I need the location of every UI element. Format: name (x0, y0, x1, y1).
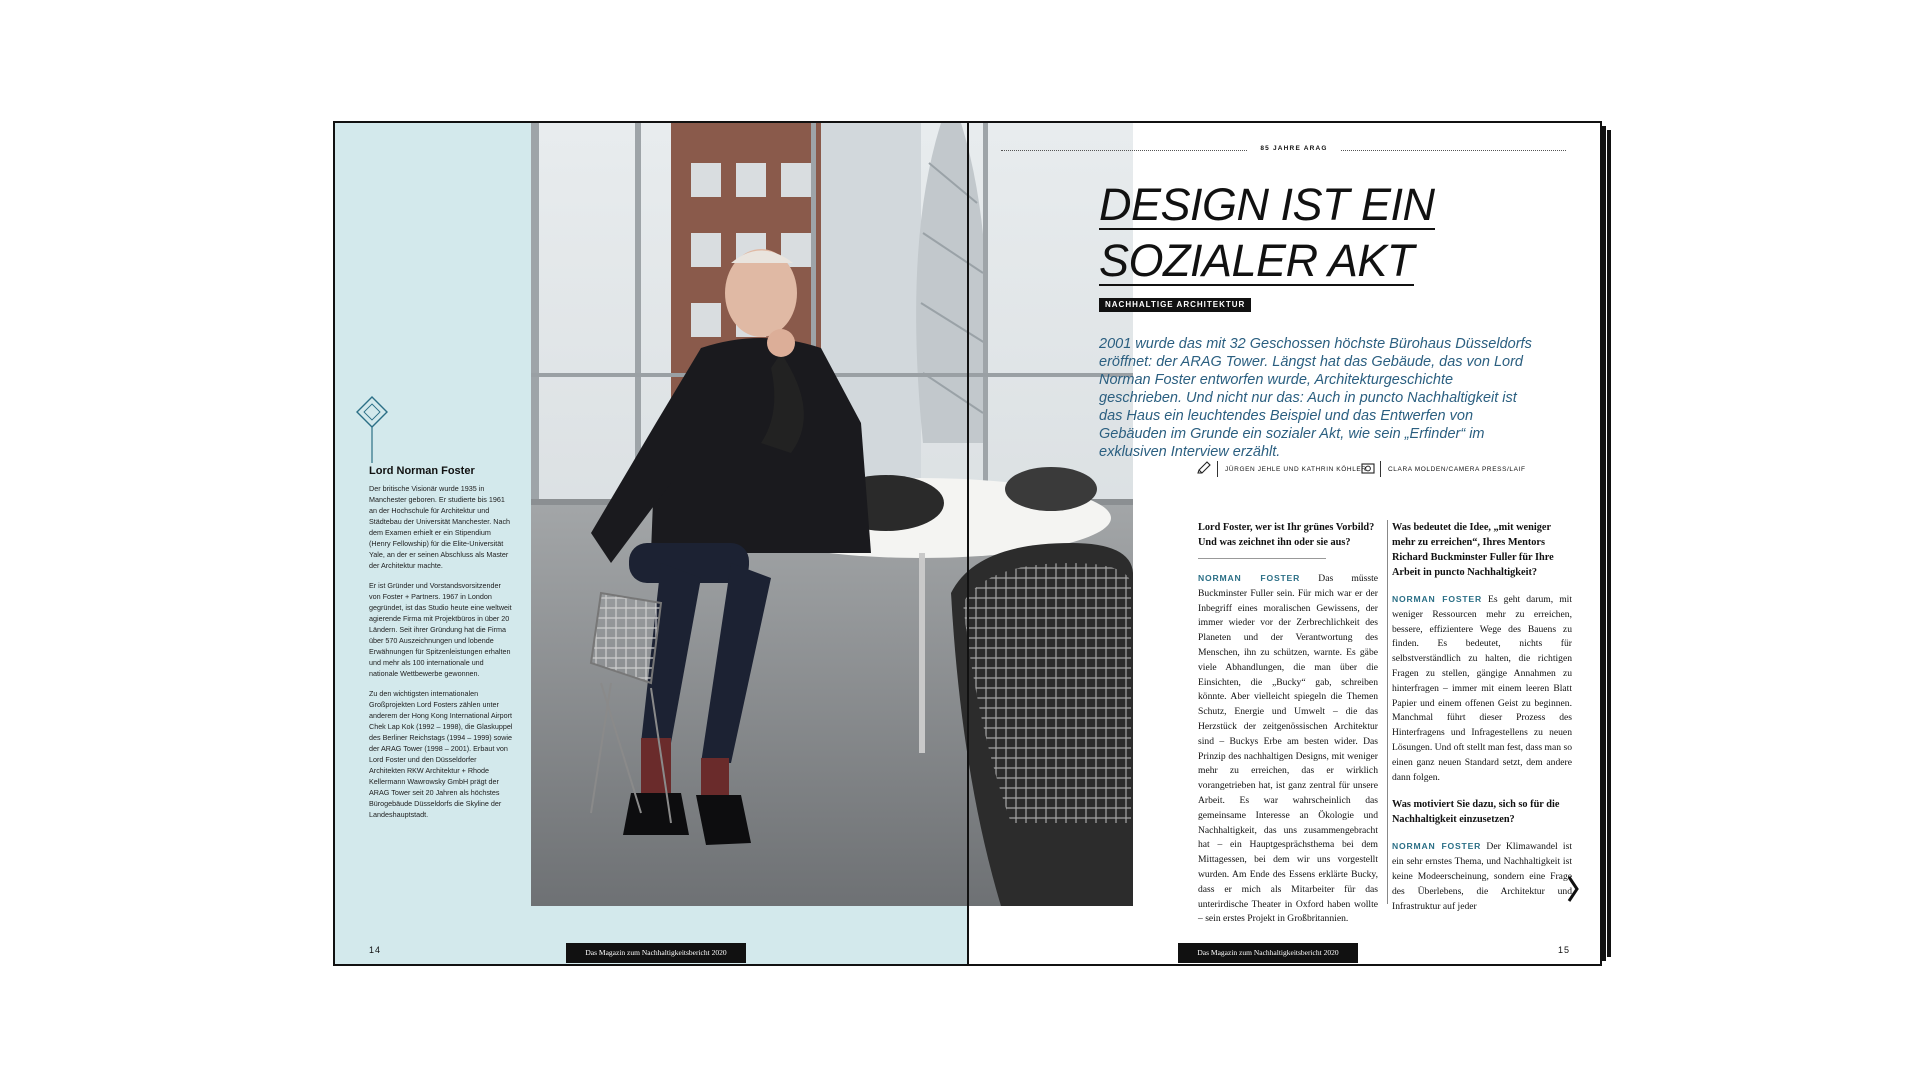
bio-name: Lord Norman Foster (369, 465, 475, 477)
question-1: Lord Foster, wer ist Ihr grünes Vorbild? Und was zeichnet ihn oder sie aus? (1198, 522, 1375, 548)
answer-1-text: Das müsste Buckminster Fuller sein. Für mich war er der Inbegriff eines moralischen Gewissens, der immer wieder vor der Zerbrechlichkeit des Planeten und der Verantwortung des Menschen, ihn zu schützen, warnte. Es gäbe viele Abhandlungen, die man über die Einsichten, die „Bucky“ gab, schreiben könnte. Aber vielleicht spiegeln die Themen Schutz, Energie und Umwelt – die das Herzstück der zeitgenössischen Architektur sind – Buckys Erbe am besten wider. Das Prinzip des nachhaltigen Designs, mit weniger mehr zu erreichen, das er wirklich vorangetrieben hat, ist ganz zentral für unsere Arbeit. Es war wahrscheinlich das gemeinsame Interesse an Ökologie und Nachhaltigkeit, das uns zusammengebracht hat – ein Hauptgesprächsthema bei dem Mittagessen, bei dem wir uns vorgestellt wurden. Am Ende des Essens erklärte Bucky, dass er mich als Mitarbeiter für das unterirdische Theater in Oxford haben wollte – sein erstes Projekt in Großbritannien. (1198, 573, 1379, 925)
answer-1 (1198, 571, 1378, 927)
page-edge-2 (1607, 130, 1611, 957)
headline (1099, 177, 1435, 289)
speaker-label: NORMAN FOSTER (1392, 594, 1482, 604)
answer-2-text: Es geht darum, mit weniger Ressourcen mehr zu erreichen, bessere, effizientere Wege des Bauens zu finden. Es bedeutet, nichts für selbstverständlich zu halten, die richtigen Fragen zu stellen, gängige Annahmen zu hinterfragen – immer mit einem leeren Blatt Papier und einem offenen Geist zu beginnen. Manchmal führt dieser Prozess des Hinterfragens und Infragestellens zu neuen Lösungen. Und oft stellt man fest, dass man so einen ganz neuen Standard setzt, dem andere dann folgen. (1392, 594, 1572, 783)
bio-sidebar (369, 465, 514, 829)
page-number-left: 14 (369, 945, 382, 955)
credit-separator (1217, 461, 1218, 477)
bio-paragraph-3: Zu den wichtigsten internationalen Großprojekten Lord Fosters zählen unter anderem der Hong Kong International Airport Chek Lap Kok (1992 – 1998), die Glaskuppel des Berliner Reichstags (1994 – 1999) sowie der ARAG Tower (1998 – 2001). Erbaut von Lord Foster und den Düsseldorfer Architekten RKW Architektur + Rhode Kellermann Wawrowsky GmbH prägt der ARAG Tower seit 20 Jahren als höchstes Bürogebäude Düsseldorfs die Skyline der Landeshauptstadt. (369, 689, 513, 819)
question-3: Was motiviert Sie dazu, sich so für die Nachhaltigkeit einzusetzen? (1392, 799, 1560, 826)
kicker-rule-right (1341, 150, 1566, 151)
bio-paragraph-1: Der britische Visionär wurde 1935 in Manchester geboren. Er studierte bis 1961 an der Hochschule für Architektur und Städtebau der Universität Manchester. Nach dem Examen erhielt er ein Stipendium (Henry Fellowship) für die Elite-Universität Yale, an der er seinen Abschluss als Master der Architektur machte. (369, 484, 511, 570)
answer-3-text: Der Klimawandel ist ein sehr ernstes Thema, und Nachhaltigkeit ist keine Modeerscheinung, sondern eine Frage des Überlebens, die Architektur und Infrastruktur auf jeder (1392, 841, 1572, 912)
footer-label-right: Das Magazin zum Nachhaltigkeitsbericht 2020 (1178, 943, 1358, 963)
footer-label-left: Das Magazin zum Nachhaltigkeitsbericht 2020 (566, 943, 746, 963)
question-2: Was bedeutet die Idee, „mit weniger mehr zu erreichen“, Ihres Mentors Richard Buckminster Fuller für Ihre Arbeit in puncto Nachhaltigkeit? (1392, 522, 1554, 578)
kicker-rule-left (1001, 150, 1247, 151)
headline-line-1: DESIGN IST EIN (1099, 179, 1435, 230)
bio-paragraph-2: Er ist Gründer und Vorstandsvorsitzender von Foster + Partners. 1967 in London gegründet, ist das Studio heute eine weltweit agierende Firma mit Projektbüros in über 20 Ländern. Seit ihrer Gründung hat die Firma über 570 Auszeichnungen und lobende Erwähnungen für Spitzenleistungen erhalten und mehr als 100 internationale und nationale Wettbewerbe gewonnen. (369, 581, 512, 678)
interview-column-1 (1198, 520, 1378, 939)
page-number-right: 15 (1558, 945, 1571, 955)
photo-credit-text: CLARA MOLDEN/CAMERA PRESS/LAIF (1388, 465, 1526, 473)
author-names: JÜRGEN JEHLE UND KATHRIN KÖHLER (1225, 465, 1367, 473)
column-separator (1387, 520, 1388, 904)
answer-3 (1392, 839, 1572, 914)
speaker-label: NORMAN FOSTER (1392, 841, 1482, 852)
question-rule (1198, 558, 1326, 559)
author-credit (1196, 461, 1367, 477)
camera-icon (1361, 462, 1375, 476)
photo-credit (1361, 461, 1526, 477)
lede-paragraph: 2001 wurde das mit 32 Geschossen höchste Bürohaus Düsseldorfs eröffnet: der ARAG Tower. Längst hat das Gebäude, das von Lord Norman Foster entworfen wurde, Architekturgeschichte geschrieben. Und nicht nur das: Auch in puncto Nachhaltigkeit ist das Haus ein leuchtendes Beispiel und das Entwerfen von Gebäuden im Grunde ein sozialer Akt, wie sein „Erfinder“ im exklusiven Interview erzählt. (1099, 336, 1532, 460)
portrait-photo (531, 123, 1133, 906)
center-fold (967, 123, 969, 964)
pencil-icon (1196, 461, 1212, 477)
kicker-text: 85 JAHRE ARAG (1260, 145, 1328, 152)
headline-line-2: SOZIALER AKT (1099, 235, 1414, 286)
magazine-spread (333, 121, 1602, 966)
credit-separator (1380, 461, 1381, 477)
speaker-label: NORMAN FOSTER (1198, 573, 1301, 583)
diamond-ornament-icon (355, 395, 389, 465)
chevron-right-icon[interactable] (1567, 875, 1579, 903)
page-edge-1 (1602, 126, 1606, 961)
section-kicker (1001, 145, 1566, 157)
interview-column-2 (1392, 520, 1572, 926)
answer-2 (1392, 592, 1572, 785)
category-tag: NACHHALTIGE ARCHITEKTUR (1099, 298, 1251, 312)
